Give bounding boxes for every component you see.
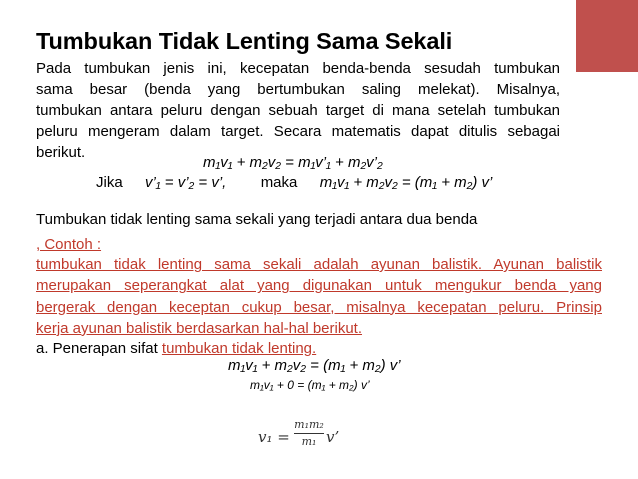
simplified-equation: m₁v₁ + 0 = (m₁ + m₂) v’: [250, 378, 370, 392]
intro-line: Pada tumbukan jenis ini, kecepatan benda-benda sesudah tumbukan: [36, 60, 560, 77]
accent-bar: [576, 0, 638, 72]
fraction-bar: [294, 433, 324, 434]
momentum-equation: m₁v₁ + m₂v₂ = m₁v’₁ + m₂v’₂: [203, 154, 383, 171]
intro-line: tumbukan antara peluru dengan sebuah target di mana setelah tumbukan: [36, 102, 560, 119]
formula-denominator: m₁: [301, 435, 317, 448]
formula-lhs: v₁ =: [258, 428, 290, 446]
example-heading[interactable]: , Contoh :: [36, 236, 102, 253]
application-line: [36, 340, 316, 357]
formula-fraction: [294, 418, 324, 449]
formula-rhs: v’: [326, 428, 340, 446]
jika-result: m₁v₁ + m₂v₂ = (m₁ + m₂) v’: [319, 174, 493, 191]
statement-line: Tumbukan tidak lenting sama sekali yang terjadi antara dua benda: [36, 211, 478, 228]
example-paragraph[interactable]: [36, 254, 602, 339]
jika-row: [96, 174, 492, 191]
formula-numerator: m₁m₂: [294, 418, 324, 431]
maka-word: maka: [260, 174, 298, 191]
intro-paragraph: [36, 58, 560, 163]
combined-equation: m₁v₁ + m₂v₂ = (m₁ + m₂) v’: [228, 357, 401, 374]
example-line[interactable]: bergerak dengan keceptan cukup besar, misalnya kecepatan peluru. Prinsip: [36, 298, 602, 316]
intro-line: berikut.: [36, 144, 86, 161]
example-line[interactable]: tumbukan tidak lenting sama sekali adalah ayunan balistik. Ayunan balistik: [36, 256, 602, 273]
application-prefix: a. Penerapan sifat: [36, 340, 162, 357]
intro-line: sama besar (benda yang bertumbukan saling melekat). Misalnya,: [36, 81, 560, 98]
intro-line: peluru mengeram dalam target. Secara matematis dapat ditulis sebagai: [36, 123, 560, 140]
jika-word: Jika: [96, 174, 123, 191]
application-link[interactable]: tumbukan tidak lenting.: [161, 340, 317, 357]
jika-condition: v’₁ = v’₂ = v’,: [145, 174, 227, 191]
slide-title: Tumbukan Tidak Lenting Sama Sekali: [36, 28, 453, 54]
example-line[interactable]: merupakan seperangkat alat yang digunakan untuk mengukur benda yang: [36, 277, 602, 295]
example-line[interactable]: kerja ayunan balistik berdasarkan hal-hal berikut.: [36, 319, 363, 337]
